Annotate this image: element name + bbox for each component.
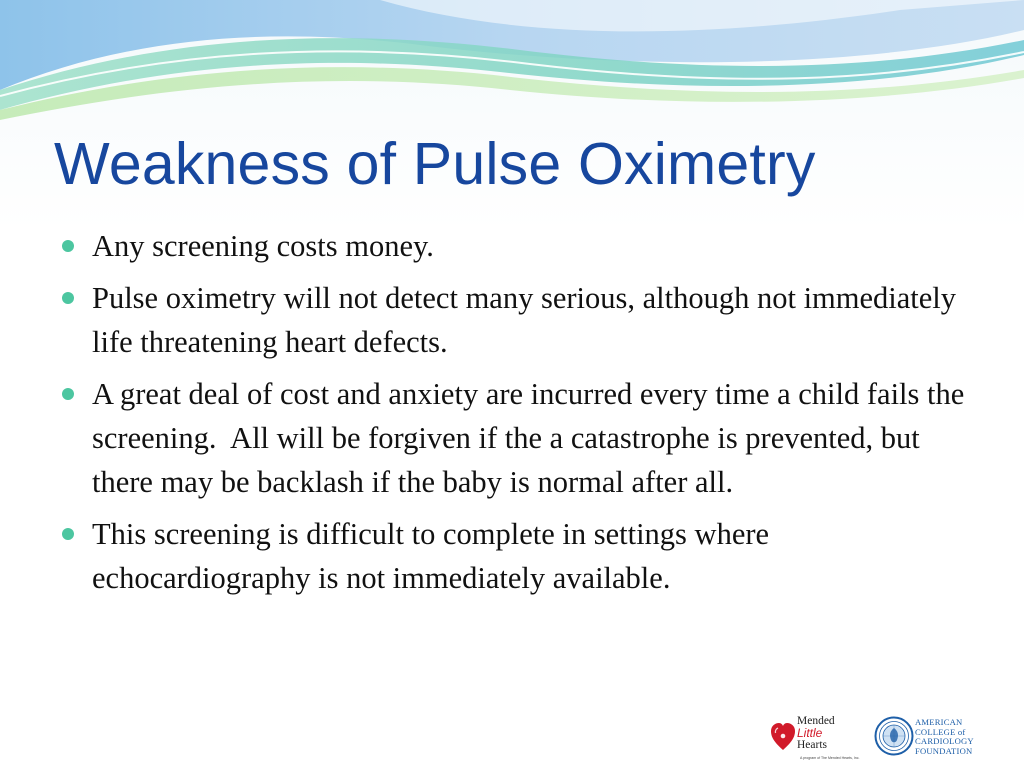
- mlh-line-1: Mended: [797, 715, 835, 727]
- bullet-text: A great deal of cost and anxiety are incurred every time a child fails the screening. All will be forgiven if the a catastrophe is prevented, but there may be backlash if the baby is normal after all.: [92, 377, 972, 499]
- sponsor-logos: [770, 712, 990, 766]
- acc-line-3: CARDIOLOGY: [915, 736, 974, 746]
- bullet-item: [62, 224, 972, 268]
- decorative-wave-banner: [0, 0, 1024, 120]
- bullet-icon: [62, 240, 74, 252]
- bullet-item: [62, 372, 972, 504]
- bullet-text: This screening is difficult to complete in settings where echocardiography is not immediately available.: [92, 517, 777, 595]
- mlh-tagline: A program of The Mended Hearts, Inc.: [800, 756, 860, 760]
- acc-wordmark: [915, 718, 974, 756]
- bullet-icon: [62, 292, 74, 304]
- acc-line-2: COLLEGE of: [915, 726, 966, 737]
- slide-title: Weakness of Pulse Oximetry: [54, 131, 816, 197]
- mlh-wordmark: [797, 715, 835, 751]
- acc-seal-icon: [874, 716, 914, 756]
- mlh-line-2: Little: [797, 726, 823, 740]
- bullet-icon: [62, 388, 74, 400]
- mended-little-hearts-logo: [770, 712, 860, 766]
- acc-foundation-logo: [874, 716, 990, 762]
- bullet-text: Pulse oximetry will not detect many serious, although not immediately life threatening heart defects.: [92, 281, 964, 359]
- bullet-item: [62, 276, 972, 364]
- acc-line-1: AMERICAN: [915, 717, 963, 727]
- bullet-icon: [62, 528, 74, 540]
- bullet-item: [62, 512, 972, 600]
- bullet-list: [62, 224, 972, 608]
- acc-line-4: FOUNDATION: [915, 745, 973, 756]
- bullet-text: Any screening costs money.: [92, 229, 434, 263]
- mlh-line-3: Hearts: [797, 739, 828, 751]
- red-heart-icon: [770, 722, 796, 752]
